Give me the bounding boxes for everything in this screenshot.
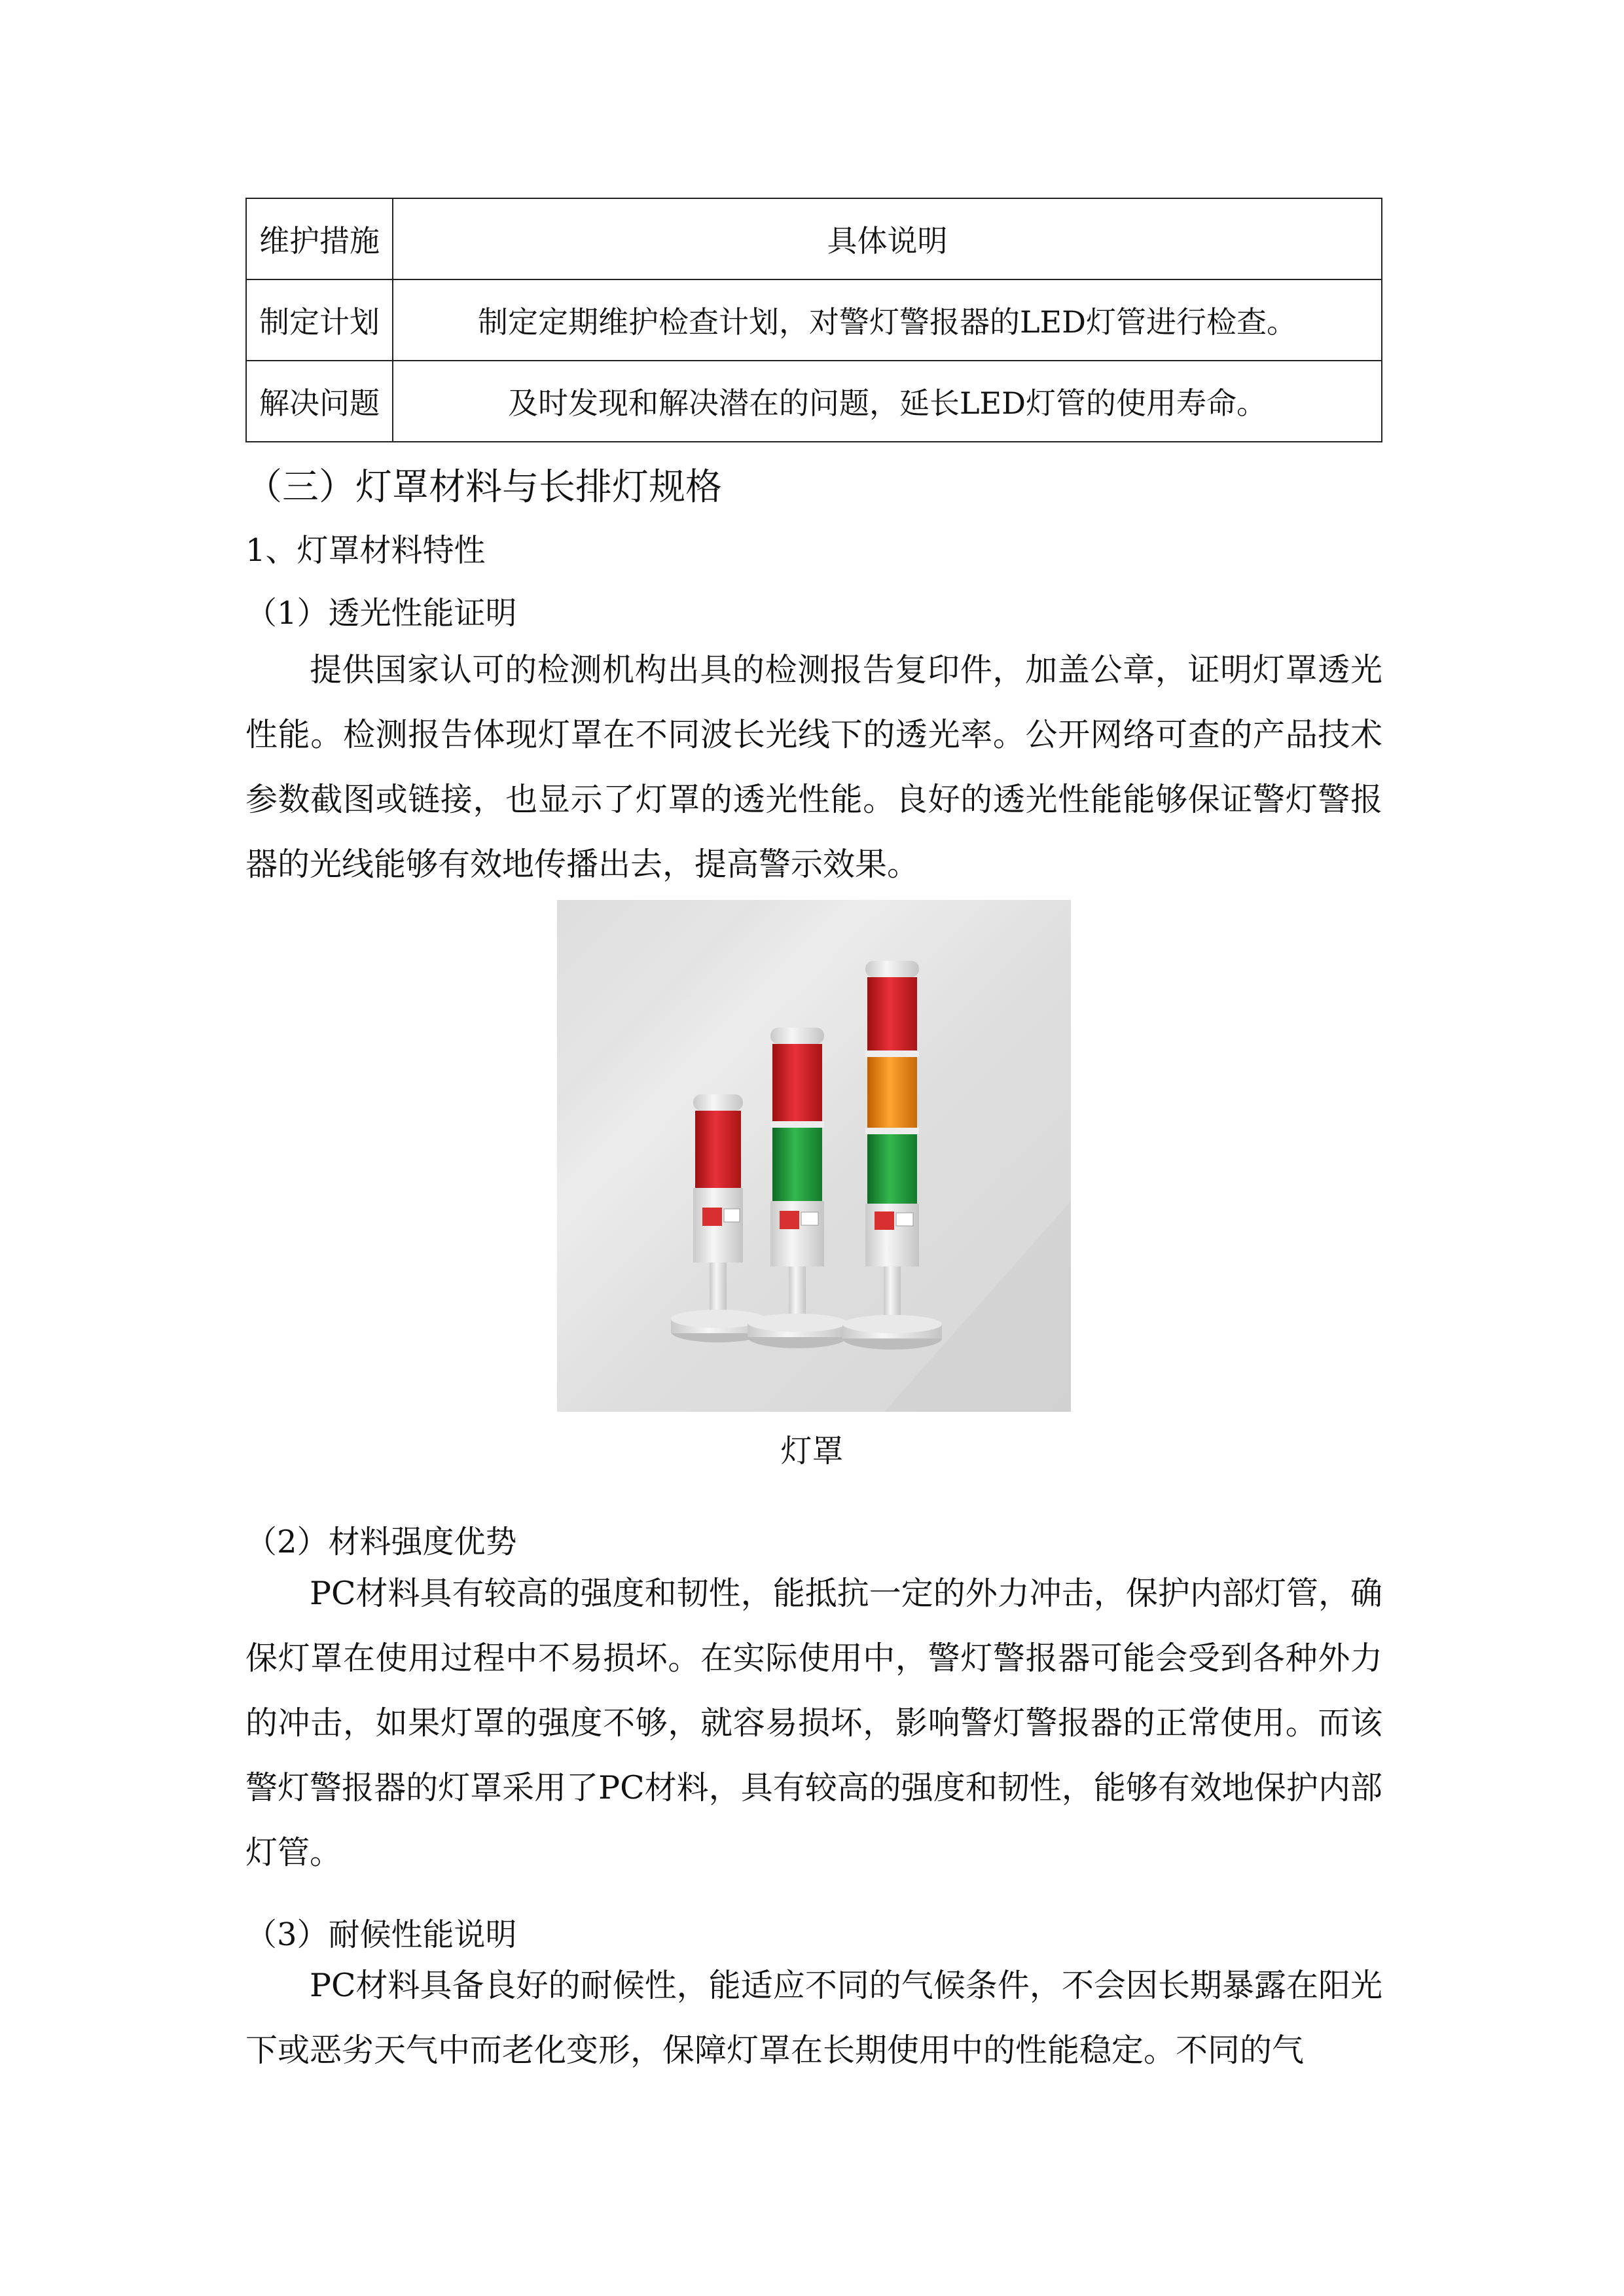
signal-tower-2 xyxy=(748,1028,847,1348)
paragraph-material-strength: PC材料具有较高的强度和韧性，能抵抗一定的外力冲击，保护内部灯管，确保灯罩在使用过程中不易损坏。在实际使用中，警灯警报器可能会受到各种外力的冲击，如果灯罩的强度不够，就容易损坏，影响警灯警报器的正常使用。而该警灯警报器的灯罩采用了PC材料，具有较高的强度和韧性，能够有效地保护内部灯管。 xyxy=(245,1575,1382,1871)
table-cell: 解决问题 xyxy=(246,361,393,442)
maintenance-table xyxy=(245,198,1382,442)
section-heading: （三）灯罩材料与长排灯规格 xyxy=(245,466,722,509)
table-row xyxy=(246,279,1382,361)
subheading-material-properties: 1、灯罩材料特性 xyxy=(245,532,486,569)
signal-tower-1 xyxy=(671,1094,765,1342)
figure-caption: 灯罩 xyxy=(780,1433,844,1469)
table-header-cell: 维护措施 xyxy=(246,198,393,279)
table-cell: 制定定期维护检查计划，对警灯警报器的LED灯管进行检查。 xyxy=(393,279,1382,361)
paragraph-light-transmission: 提供国家认可的检测机构出具的检测报告复印件，加盖公章，证明灯罩透光性能。检测报告体现灯罩在不同波长光线下的透光率。公开网络可查的产品技术参数截图或链接，也显示了灯罩的透光性能。良好的透光性能能够保证警灯警报器的光线能够有效地传播出去，提高警示效果。 xyxy=(245,651,1382,883)
table-row xyxy=(246,361,1382,442)
signal-tower-3 xyxy=(842,961,942,1350)
paragraph-weather-resistance: PC材料具备良好的耐候性，能适应不同的气候条件，不会因长期暴露在阳光下或恶劣天气中而老化变形，保障灯罩在长期使用中的性能稳定。不同的气 xyxy=(245,1967,1382,2069)
item-title-material-strength: （2）材料强度优势 xyxy=(245,1524,517,1560)
item-title-light-transmission: （1）透光性能证明 xyxy=(245,595,517,632)
item-title-weather-resistance: （3）耐候性能说明 xyxy=(245,1916,517,1953)
signal-tower-lights-illustration xyxy=(557,900,1071,1412)
table-cell: 制定计划 xyxy=(246,279,393,361)
table-header-row xyxy=(246,198,1382,279)
table-cell: 及时发现和解决潜在的问题，延长LED灯管的使用寿命。 xyxy=(393,361,1382,442)
table-header-cell: 具体说明 xyxy=(393,198,1382,279)
lamp-cover-photo xyxy=(557,900,1071,1412)
